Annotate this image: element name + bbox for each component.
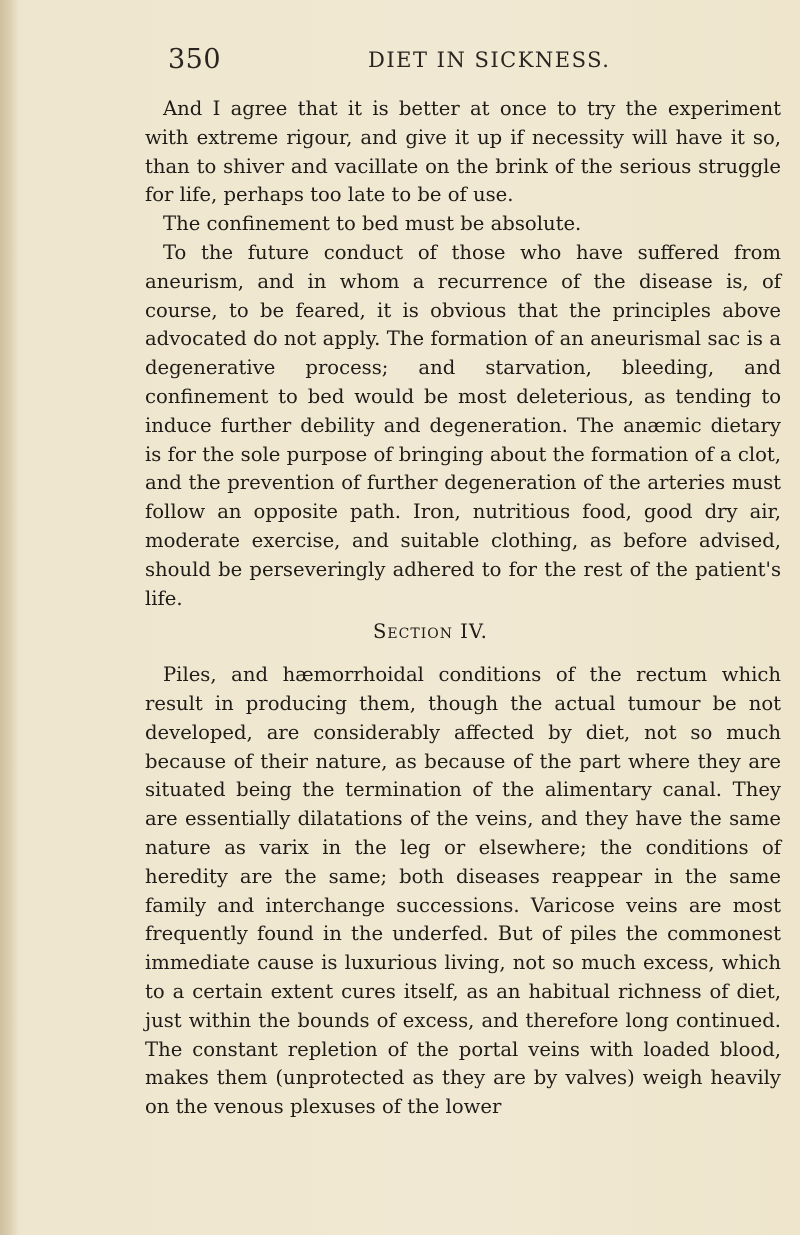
paragraph-piles: Piles, and hæmorrhoidal conditions of the rectum which result in producing them, though the actual tumour be not developed, are considerably affected by diet, not so much because of their nature, as because of the part where they are situated being the termination of the alimentary canal. They are essentially dilatations of the veins, and they have the same nature as varix in the leg or elsewhere; the conditions of heredity are the same; both diseases reappear in the same family and interchange successions. Varicose veins are most frequently found in the underfed. But of piles the commonest immediate cause is luxurious living, not so much excess, which to a certain extent cures itself, as an habitual richness of diet, just within the bounds of excess, and therefore long continued. The constant repletion of the portal veins with loaded blood, makes them (unprotected as they are by valves) weigh heavily on the venous plexuses of the lower [145, 663, 781, 1119]
paragraph-aneurism: To the future conduct of those who have suffered from aneurism, and in whom a recurrence of the disease is, of course, to be feared, it is obvious that the principles above advocated do not apply. The formation of an aneurismal sac is a degenerative process; and starvation, bleeding, and confinement to bed would be most deleterious, as tending to induce further debility and degeneration. The anæmic dietary is for the sole purpose of bringing about the formation of a clot, and the prevention of further degeneration of the arteries must follow an opposite path. Iron, nutritious food, good dry air, moderate exercise, and suitable clothing, as before advised, should be perseveringly adhered to for the rest of the patient's life. [145, 240, 781, 610]
section-heading: Section IV. [373, 620, 488, 644]
paragraph-experiment: And I agree that it is better at once to try the experiment with extreme rigour, and give it up if necessity will have it so, than to shiver and vacillate on the brink of the serious struggle for life, perhaps too late to be of use. [145, 97, 781, 207]
body-text [145, 95, 781, 1122]
paragraph-confinement: The confinement to bed must be absolute. [163, 212, 582, 236]
running-title: DIET IN SICKNESS. [368, 48, 611, 72]
page-header [0, 44, 800, 84]
page-gutter-shadow [0, 0, 18, 1235]
page-number: 350 [168, 44, 222, 75]
